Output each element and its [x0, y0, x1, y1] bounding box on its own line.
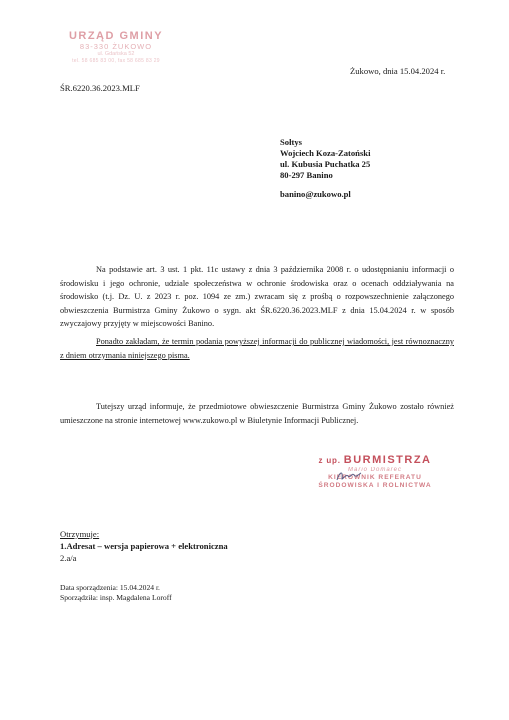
recipients-heading: Otrzymuje:: [60, 529, 100, 539]
office-header-stamp: [60, 30, 172, 65]
footer-block: [60, 583, 172, 603]
letter-date: Żukowo, dnia 15.04.2024 r.: [350, 66, 446, 76]
recipient-item-2: 2.a/a: [60, 553, 77, 563]
signature-prefix: z up.: [318, 456, 341, 465]
signature-role-line-1: KIEROWNIK REFERATU: [328, 474, 422, 481]
signature-title: [300, 454, 450, 466]
prepared-by: Sporządziła: insp. Magdalena Loroff: [60, 593, 172, 602]
prepared-date: Data sporządzenia: 15.04.2024 r.: [60, 583, 160, 592]
signature-stamp: [300, 454, 450, 490]
addressee-name: Wojciech Koza-Zatoński: [280, 148, 371, 158]
handwritten-signature-icon: [335, 469, 363, 483]
reference-number: ŚR.6220.36.2023.MLF: [60, 83, 140, 93]
addressee-role: Sołtys: [280, 137, 302, 147]
signature-name: Mario Domarec: [347, 467, 402, 473]
addressee-block: [280, 137, 370, 181]
stamp-street: ul. Gdańska 52: [97, 51, 135, 57]
signature-role-line-2: ŚRODOWISKA I ROLNICTWA: [318, 482, 432, 490]
addressee-street: ul. Kubusia Puchatka 25: [280, 159, 371, 169]
stamp-postal-code: 83-330 ŻUKOWO: [79, 42, 153, 51]
stamp-office-name: URZĄD GMINY: [68, 30, 164, 42]
recipient-item-1: 1.Adresat – wersja papierowa + elektroniczna: [60, 541, 228, 551]
signature-office: BURMISTRZA: [343, 454, 432, 466]
body-paragraph-2: Ponadto zakładam, że termin podania powyższej informacji do publicznej wiadomości, jest równoznaczny z dniem otrzymania niniejszego pisma.: [60, 337, 454, 360]
body-paragraph-3: Tutejszy urząd informuje, że przedmiotowe obwieszczenie Burmistrza Gminy Żukowo zostało również umieszczone na stronie internetowej www.zukowo.pl w Biuletynie Informacji Publicznej.: [60, 402, 454, 425]
body-paragraph-1: Na podstawie art. 3 ust. 1 pkt. 11c ustawy z dnia 3 października 2008 r. o udostępnianiu informacji o środowisku i jego ochronie, udziale społeczeństwa w ochronie środowiska oraz o ocenach oddziaływania na środowisko (t.j. Dz. U. z 2023 r. poz. 1094 ze zm.) zwracam się z prośbą o rozpowszechnienie załączonego obwieszczenia Burmistrza Gminy Żukowo o sygn. akt ŚR.6220.36.2023.MLF z dnia 15.04.2024 r. w sposób zwyczajowy przyjęty w miejscowości Banino.: [60, 265, 454, 329]
stamp-phone: tel. 58 685 83 00, fax 58 685 83 29: [72, 58, 160, 64]
addressee-email: banino@zukowo.pl: [280, 189, 351, 199]
addressee-city: 80-297 Banino: [280, 170, 333, 180]
